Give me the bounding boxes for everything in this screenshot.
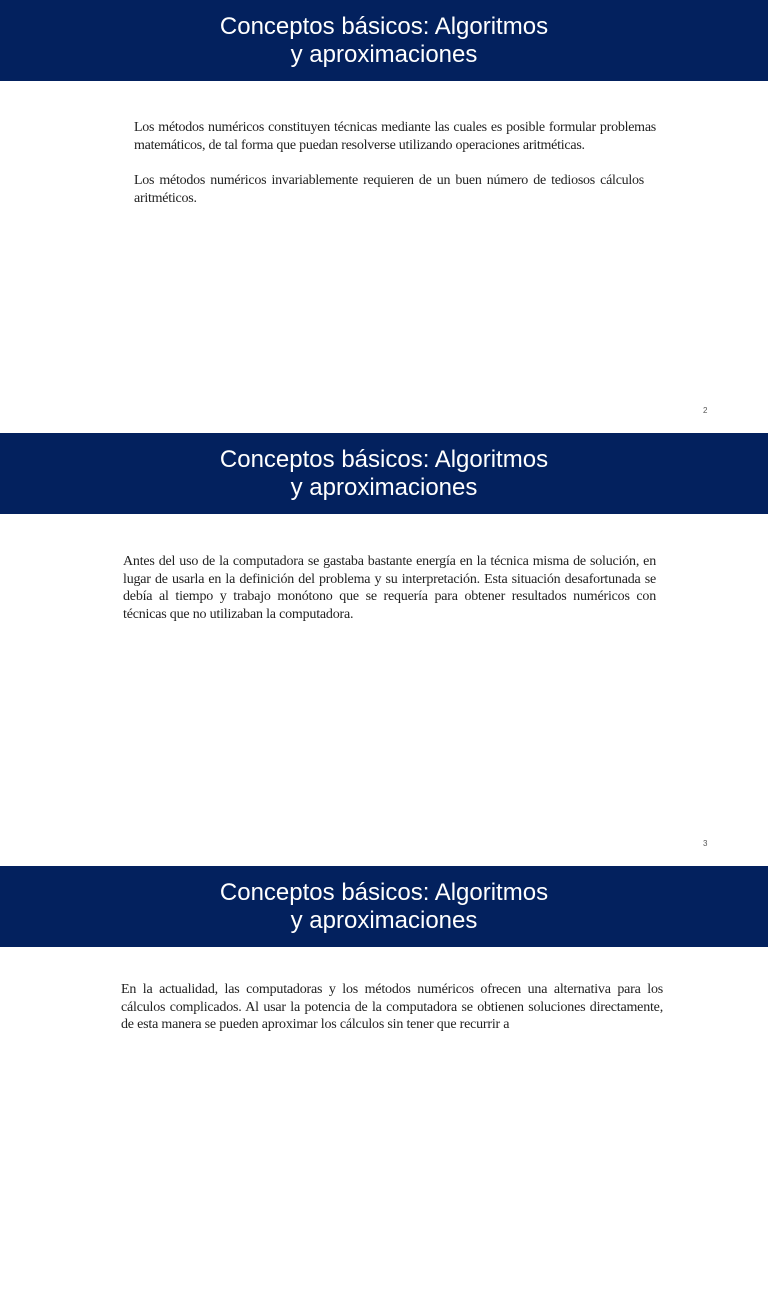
- slide-title-line-2: y aproximaciones: [290, 40, 478, 68]
- slide-title: [220, 879, 548, 935]
- paragraph: Antes del uso de la computadora se gastaba bastante energía en la técnica misma de solución, en lugar de usarla en la definición del problema y su interpretación. Esta situación desafortunada se debía al tiempo y trabajo monótono que se requería para obtener resultados numéricos con técnicas que no utilizaban la computadora.: [123, 554, 656, 622]
- paragraph: En la actualidad, las computadoras y los métodos numéricos ofrecen una alternativa para los cálculos complicados. Al usar la potencia de la computadora se obtienen soluciones directamente, de esta manera se pueden aproximar los cálculos sin tener que recurrir a: [121, 982, 663, 1032]
- slide-title-line-2: y aproximaciones: [290, 906, 478, 934]
- slide-3: [0, 433, 768, 866]
- slide-title-line-1: Conceptos básicos: Algoritmos: [219, 12, 549, 40]
- slide-header: [0, 433, 768, 514]
- slide-title: [220, 446, 548, 502]
- paragraph: Los métodos numéricos constituyen técnicas mediante las cuales es posible formular problemas matemáticos, de tal forma que puedan resolverse utilizando operaciones aritméticas.: [134, 120, 656, 153]
- slide-body: [134, 119, 656, 225]
- paragraph: Los métodos numéricos invariablemente requieren de un buen número de tediosos cálculos aritméticos.: [134, 173, 644, 206]
- slide-2: [0, 0, 768, 433]
- slide-title-line-1: Conceptos básicos: Algoritmos: [219, 878, 549, 906]
- slide-title: [220, 13, 548, 69]
- slide-header: [0, 866, 768, 947]
- slide-title-line-1: Conceptos básicos: Algoritmos: [219, 445, 549, 473]
- slide-body: [121, 981, 663, 1052]
- slide-number: 3: [703, 839, 708, 848]
- slide-title-line-2: y aproximaciones: [290, 473, 478, 501]
- slide-body: [123, 553, 656, 641]
- slide-number: 2: [703, 406, 708, 415]
- slide-header: [0, 0, 768, 81]
- slide-4: [0, 866, 768, 1299]
